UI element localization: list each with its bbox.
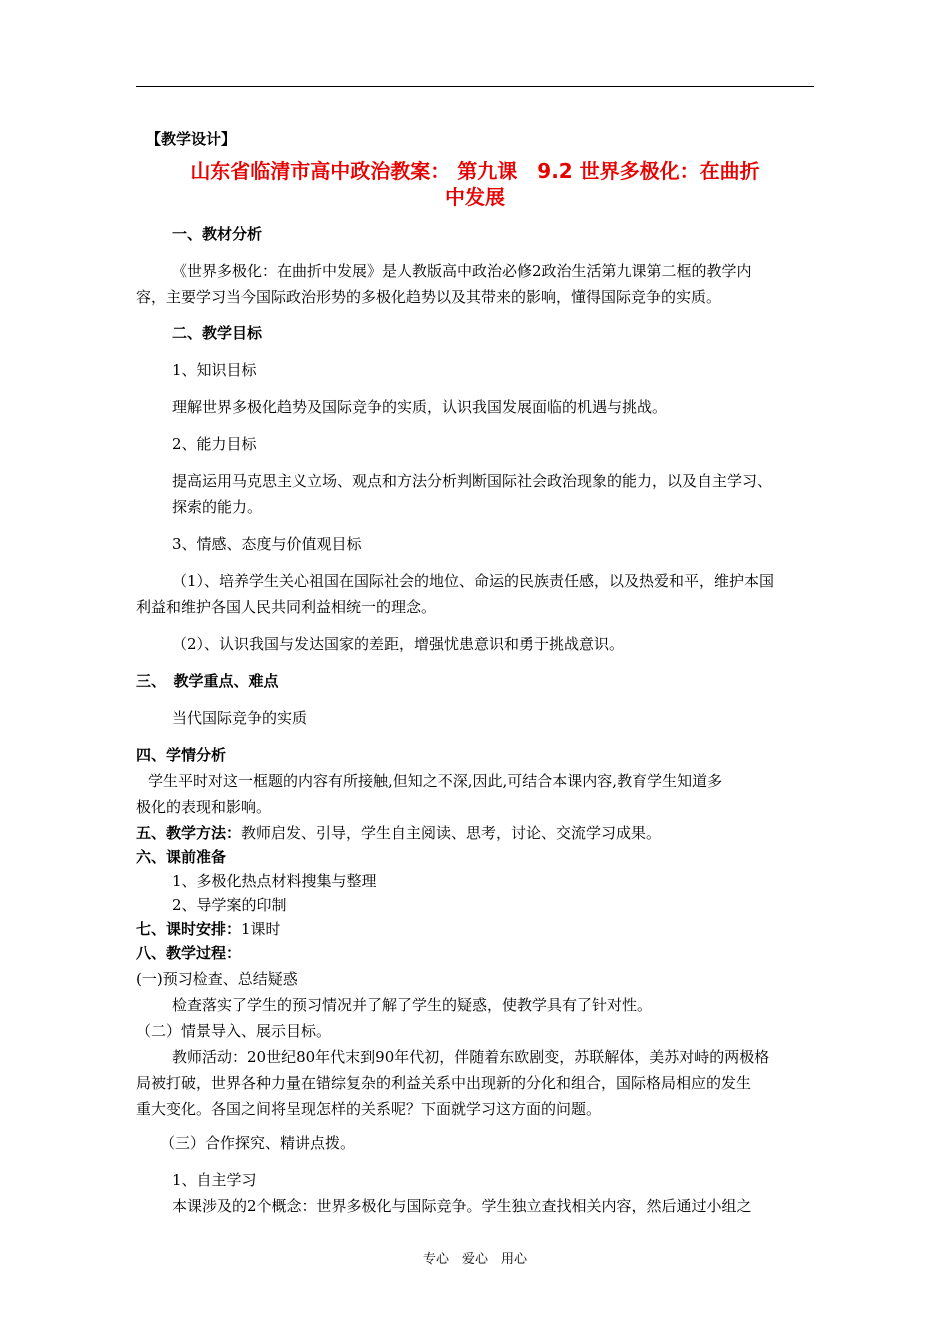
process-step-heading: （三）合作探究、精讲点拨。 [160, 1134, 356, 1152]
methods-text: 教师启发、引导，学生自主阅读、思考，讨论、交流学习成果。 [241, 824, 662, 842]
section-heading-schedule: 七、课时安排： [136, 920, 242, 938]
header-rule [136, 86, 814, 87]
process-step-heading: (一)预习检查、总结疑惑 [136, 970, 298, 988]
list-item: 1、多极化热点材料搜集与整理 [172, 872, 377, 890]
subheading-ability: 2、能力目标 [172, 435, 257, 453]
paragraph-line: 提高运用马克思主义立场、观点和方法分析判断国际社会政治现象的能力，以及自主学习、 [172, 472, 773, 490]
subheading-self-study: 1、自主学习 [172, 1171, 257, 1189]
schedule-text: 1课时 [241, 920, 281, 938]
paragraph-line: 《世界多极化：在曲折中发展》是人教版高中政治必修2政治生活第九课第二框的教学内 [172, 262, 752, 280]
paragraph-line: 局被打破，世界各种力量在错综复杂的利益关系中出现新的分化和组合，国际格局相应的发生 [136, 1074, 752, 1092]
paragraph-line: 容，主要学习当今国际政治形势的多极化趋势以及其带来的影响，懂得国际竞争的实质。 [136, 288, 722, 306]
section-heading-methods: 五、教学方法： [136, 824, 242, 842]
paragraph-line: 重大变化。各国之间将呈现怎样的关系呢？下面就学习这方面的问题。 [136, 1100, 602, 1118]
paragraph-line: 教师活动：20世纪80年代末到90年代初，伴随着东欧剧变，苏联解体，美苏对峙的两极格 [172, 1048, 770, 1066]
paragraph-line: 检查落实了学生的预习情况并了解了学生的疑惑，使教学具有了针对性。 [172, 996, 653, 1014]
header-tag: 【教学设计】 [146, 130, 237, 148]
page-title-line1: 山东省临清市高中政治教案： 第九课 9.2 世界多极化：在曲折 [190, 159, 760, 183]
section-heading-process: 八、教学过程： [136, 944, 242, 962]
page-footer: 专心 爱心 用心 [422, 1252, 527, 1267]
paragraph-line: 学生平时对这一框题的内容有所接触,但知之不深,因此,可结合本课内容,教育学生知道多 [148, 772, 723, 790]
section-heading-student-analysis: 四、学情分析 [136, 746, 227, 764]
paragraph-line: （2）、认识我国与发达国家的差距，增强忧患意识和勇于挑战意识。 [172, 635, 625, 653]
paragraph-line: 探索的能力。 [172, 498, 263, 516]
paragraph-line: 理解世界多极化趋势及国际竞争的实质，认识我国发展面临的机遇与挑战。 [172, 398, 668, 416]
page-title-line2: 中发展 [445, 185, 505, 209]
process-step-heading: （二）情景导入、展示目标。 [136, 1022, 332, 1040]
paragraph-line: 极化的表现和影响。 [136, 798, 272, 816]
section-heading-preparation: 六、课前准备 [136, 848, 227, 866]
subheading-values: 3、情感、态度与价值观目标 [172, 535, 362, 553]
section-heading-materials: 一、教材分析 [172, 225, 263, 243]
section-heading-objectives: 二、教学目标 [172, 324, 263, 342]
section-schedule [136, 919, 281, 939]
paragraph-line: （1）、培养学生关心祖国在国际社会的地位、命运的民族责任感，以及热爱和平，维护本国 [172, 572, 775, 590]
paragraph-line: 利益和维护各国人民共同利益相统一的理念。 [136, 598, 437, 616]
paragraph-line: 本课涉及的2个概念：世界多极化与国际竞争。学生独立查找相关内容，然后通过小组之 [172, 1197, 752, 1215]
paragraph-line: 当代国际竞争的实质 [172, 709, 308, 727]
subheading-knowledge: 1、知识目标 [172, 361, 257, 379]
section-methods [136, 823, 661, 843]
list-item: 2、导学案的印制 [172, 896, 287, 914]
section-heading-key-points: 三、 教学重点、难点 [136, 672, 279, 690]
